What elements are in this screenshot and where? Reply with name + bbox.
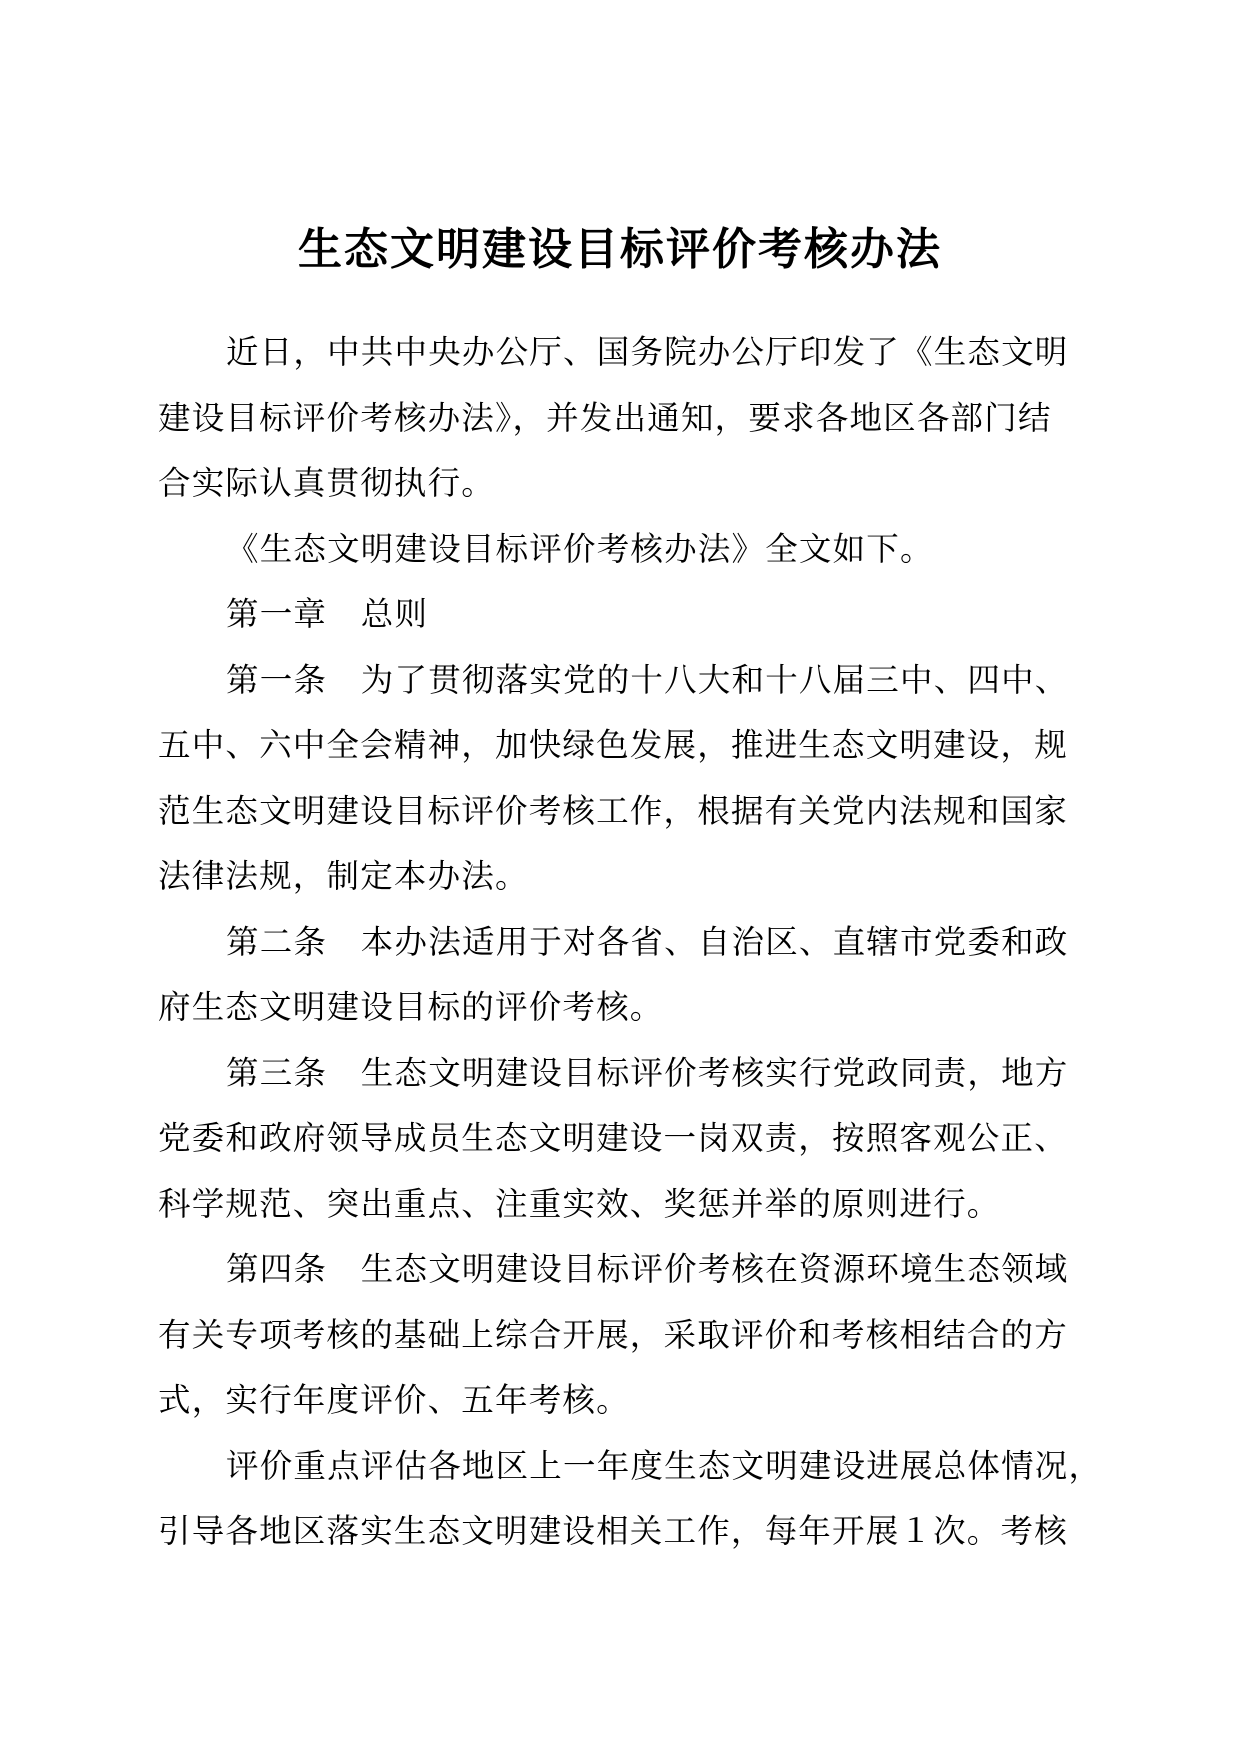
- text-line: 有关专项考核的基础上综合开展，采取评价和考核相结合的方: [158, 1315, 1068, 1354]
- text-line: 科学规范、突出重点、注重实效、奖惩并举的原则进行。: [158, 1184, 1001, 1223]
- text-line: 合实际认真贯彻执行。: [158, 464, 496, 502]
- text-line: 党委和政府领导成员生态文明建设一岗双责，按照客观公正、: [158, 1119, 1068, 1157]
- text-line: 建设目标评价考核办法》，并发出通知，要求各地区各部门结: [158, 398, 1052, 437]
- text-line: 法律法规，制定本办法。: [158, 857, 529, 895]
- text-line: 引导各地区落实生态文明建设相关工作，每年开展１次。考核: [158, 1512, 1068, 1550]
- document-title: 生态文明建设目标评价考核办法: [298, 224, 942, 275]
- text-line: 第一条 为了贯彻落实党的十八大和十八届三中、四中、: [226, 660, 1069, 699]
- text-line: 《生态文明建设目标评价考核办法》全文如下。: [226, 529, 934, 568]
- text-line: 第四条 生态文明建设目标评价考核在资源环境生态领域: [226, 1250, 1069, 1288]
- text-line: 府生态文明建设目标的评价考核。: [158, 988, 664, 1026]
- text-line: 近日，中共中央办公厅、国务院办公厅印发了《生态文明: [226, 333, 1069, 371]
- chapter-heading: 第一章 总则: [226, 595, 429, 633]
- text-line: 评价重点评估各地区上一年度生态文明建设进展总体情况，: [226, 1446, 1103, 1485]
- text-line: 第二条 本办法适用于对各省、自治区、直辖市党委和政: [226, 922, 1069, 961]
- text-line: 范生态文明建设目标评价考核工作，根据有关党内法规和国家: [158, 791, 1068, 830]
- text-line: 式，实行年度评价、五年考核。: [158, 1381, 630, 1419]
- document-body: [158, 320, 1103, 1565]
- text-line: 五中、六中全会精神，加快绿色发展，推进生态文明建设，规: [158, 726, 1068, 764]
- text-line: 第三条 生态文明建设目标评价考核实行党政同责，地方: [226, 1053, 1069, 1092]
